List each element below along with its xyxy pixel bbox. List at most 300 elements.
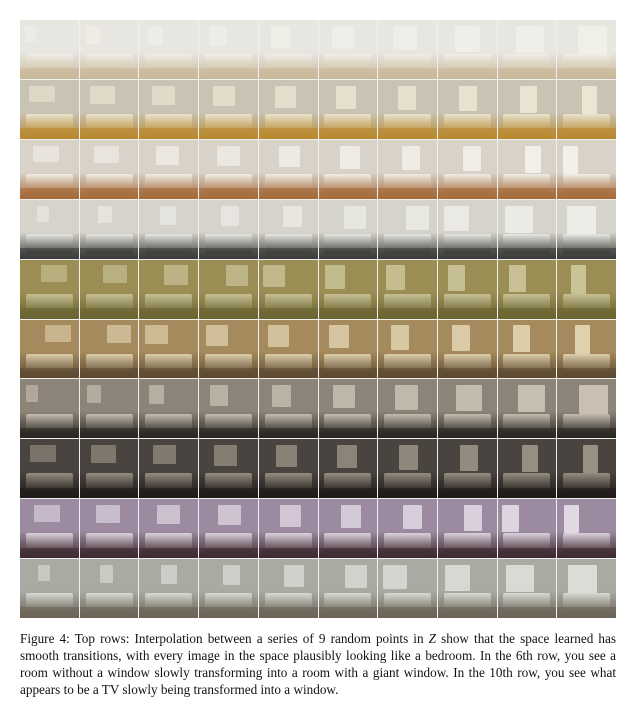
floor-shape: [498, 128, 557, 139]
floor-shape: [438, 428, 497, 439]
grid-image: [557, 200, 616, 259]
grid-image: [498, 499, 557, 558]
floor-shape: [557, 368, 616, 379]
window-shape: [516, 26, 543, 53]
window-shape: [87, 385, 101, 403]
window-shape: [226, 265, 248, 285]
floor-shape: [438, 548, 497, 559]
floor-shape: [199, 248, 258, 259]
window-shape: [578, 26, 607, 54]
floor-shape: [139, 428, 198, 439]
window-shape: [275, 86, 296, 108]
window-shape: [403, 505, 422, 529]
floor-shape: [259, 248, 318, 259]
floor-shape: [199, 607, 258, 618]
window-shape: [276, 445, 297, 467]
floor-shape: [20, 488, 79, 499]
interpolation-image-grid: [20, 20, 616, 618]
floor-shape: [139, 488, 198, 499]
floor-shape: [557, 188, 616, 199]
grid-image: [498, 80, 557, 139]
grid-image: [319, 200, 378, 259]
grid-image: [259, 320, 318, 379]
floor-shape: [557, 248, 616, 259]
window-shape: [383, 565, 406, 589]
floor-shape: [80, 188, 139, 199]
grid-image: [80, 559, 139, 618]
floor-shape: [319, 548, 378, 559]
floor-shape: [378, 548, 437, 559]
floor-shape: [139, 128, 198, 139]
grid-image: [20, 140, 79, 199]
window-shape: [279, 146, 300, 168]
floor-shape: [259, 128, 318, 139]
floor-shape: [378, 188, 437, 199]
grid-image: [139, 379, 198, 438]
grid-image: [378, 140, 437, 199]
window-shape: [522, 445, 538, 472]
floor-shape: [199, 548, 258, 559]
grid-image: [259, 559, 318, 618]
window-shape: [268, 325, 289, 347]
grid-image: [199, 80, 258, 139]
floor-shape: [80, 548, 139, 559]
grid-image: [438, 439, 497, 498]
grid-image: [80, 80, 139, 139]
window-shape: [337, 445, 357, 468]
window-shape: [393, 26, 416, 50]
window-shape: [568, 565, 597, 593]
grid-image: [498, 260, 557, 319]
grid-image: [557, 379, 616, 438]
floor-shape: [557, 488, 616, 499]
window-shape: [563, 146, 578, 174]
floor-shape: [139, 308, 198, 319]
floor-shape: [20, 188, 79, 199]
grid-image: [319, 320, 378, 379]
window-shape: [582, 86, 597, 114]
window-shape: [223, 565, 241, 585]
floor-shape: [20, 248, 79, 259]
window-shape: [564, 505, 579, 533]
window-shape: [41, 265, 67, 281]
grid-image: [378, 260, 437, 319]
grid-image: [80, 379, 139, 438]
window-shape: [445, 565, 470, 591]
floor-shape: [438, 308, 497, 319]
grid-image: [557, 559, 616, 618]
floor-shape: [139, 68, 198, 79]
grid-image: [139, 20, 198, 79]
window-shape: [157, 505, 180, 524]
window-shape: [406, 206, 429, 230]
floor-shape: [378, 128, 437, 139]
floor-shape: [319, 368, 378, 379]
window-shape: [386, 265, 405, 289]
window-shape: [448, 265, 466, 291]
window-shape: [391, 325, 410, 349]
floor-shape: [557, 308, 616, 319]
grid-image: [319, 260, 378, 319]
floor-shape: [378, 488, 437, 499]
grid-image: [498, 320, 557, 379]
floor-shape: [438, 248, 497, 259]
window-shape: [460, 445, 478, 471]
window-shape: [103, 265, 128, 283]
floor-shape: [557, 128, 616, 139]
window-shape: [33, 146, 59, 162]
grid-image: [80, 439, 139, 498]
grid-image: [557, 140, 616, 199]
grid-image: [557, 499, 616, 558]
window-shape: [332, 26, 354, 49]
grid-image: [139, 200, 198, 259]
window-shape: [502, 505, 518, 532]
window-shape: [91, 445, 116, 463]
window-shape: [38, 565, 50, 581]
floor-shape: [557, 548, 616, 559]
window-shape: [209, 26, 227, 46]
grid-image: [20, 379, 79, 438]
floor-shape: [139, 188, 198, 199]
grid-image: [139, 499, 198, 558]
caption-text-part1: Top rows: Interpolation between a series of 9 random points in: [74, 631, 429, 646]
window-shape: [341, 505, 361, 528]
grid-image: [319, 559, 378, 618]
floor-shape: [80, 128, 139, 139]
window-shape: [567, 206, 596, 234]
window-shape: [336, 86, 356, 109]
grid-image: [557, 439, 616, 498]
floor-shape: [139, 607, 198, 618]
window-shape: [325, 265, 345, 288]
window-shape: [37, 206, 49, 222]
window-shape: [45, 325, 71, 341]
window-shape: [153, 445, 176, 464]
window-shape: [213, 86, 235, 106]
grid-image: [319, 20, 378, 79]
grid-image: [438, 80, 497, 139]
caption-z-symbol: Z: [428, 631, 436, 646]
window-shape: [455, 26, 480, 52]
floor-shape: [438, 607, 497, 618]
window-shape: [463, 146, 481, 172]
grid-image: [378, 559, 437, 618]
window-shape: [221, 206, 239, 226]
window-shape: [520, 86, 536, 113]
window-shape: [107, 325, 132, 343]
window-shape: [210, 385, 228, 405]
window-shape: [280, 505, 301, 527]
grid-image: [20, 499, 79, 558]
grid-image: [438, 559, 497, 618]
grid-image: [20, 559, 79, 618]
floor-shape: [199, 428, 258, 439]
floor-shape: [20, 607, 79, 618]
window-shape: [452, 325, 470, 351]
window-shape: [100, 565, 114, 583]
grid-image: [378, 499, 437, 558]
grid-image: [199, 260, 258, 319]
floor-shape: [498, 368, 557, 379]
grid-image: [319, 80, 378, 139]
grid-image: [557, 80, 616, 139]
window-shape: [206, 325, 228, 345]
grid-image: [498, 559, 557, 618]
floor-shape: [319, 68, 378, 79]
window-shape: [149, 385, 165, 404]
grid-image: [557, 20, 616, 79]
window-shape: [456, 385, 481, 411]
floor-shape: [378, 248, 437, 259]
grid-image: [259, 379, 318, 438]
grid-image: [199, 559, 258, 618]
floor-shape: [498, 308, 557, 319]
floor-shape: [378, 368, 437, 379]
grid-image: [20, 320, 79, 379]
floor-shape: [20, 308, 79, 319]
grid-image: [438, 260, 497, 319]
grid-image: [199, 200, 258, 259]
floor-shape: [80, 308, 139, 319]
floor-shape: [498, 248, 557, 259]
floor-shape: [557, 428, 616, 439]
floor-shape: [438, 368, 497, 379]
window-shape: [161, 565, 177, 584]
window-shape: [217, 146, 239, 166]
grid-image: [259, 200, 318, 259]
grid-image: [199, 439, 258, 498]
window-shape: [513, 325, 529, 352]
window-shape: [94, 146, 119, 164]
window-shape: [90, 86, 115, 104]
floor-shape: [199, 68, 258, 79]
floor-shape: [259, 548, 318, 559]
window-shape: [34, 505, 60, 521]
grid-image: [139, 439, 198, 498]
floor-shape: [438, 68, 497, 79]
floor-shape: [199, 128, 258, 139]
grid-image: [139, 80, 198, 139]
grid-image: [80, 200, 139, 259]
grid-image: [498, 439, 557, 498]
floor-shape: [438, 488, 497, 499]
grid-image: [438, 140, 497, 199]
grid-image: [199, 379, 258, 438]
window-shape: [26, 385, 38, 401]
grid-image: [80, 140, 139, 199]
floor-shape: [259, 488, 318, 499]
grid-image: [438, 379, 497, 438]
window-shape: [518, 385, 545, 412]
grid-image: [259, 80, 318, 139]
window-shape: [284, 565, 304, 587]
grid-image: [319, 439, 378, 498]
floor-shape: [438, 128, 497, 139]
window-shape: [160, 206, 176, 225]
floor-shape: [80, 488, 139, 499]
grid-image: [319, 379, 378, 438]
floor-shape: [259, 428, 318, 439]
window-shape: [345, 565, 367, 588]
grid-image: [378, 200, 437, 259]
window-shape: [148, 26, 164, 45]
floor-shape: [80, 368, 139, 379]
grid-image: [80, 260, 139, 319]
window-shape: [575, 325, 590, 353]
floor-shape: [259, 368, 318, 379]
grid-image: [20, 439, 79, 498]
window-shape: [164, 265, 187, 284]
window-shape: [395, 385, 418, 409]
floor-shape: [20, 548, 79, 559]
floor-shape: [20, 128, 79, 139]
grid-image: [378, 20, 437, 79]
floor-shape: [498, 68, 557, 79]
floor-shape: [139, 368, 198, 379]
grid-image: [80, 320, 139, 379]
window-shape: [583, 445, 598, 473]
window-shape: [25, 26, 37, 42]
window-shape: [399, 445, 418, 469]
window-shape: [505, 206, 532, 233]
window-shape: [152, 86, 175, 105]
window-shape: [509, 265, 525, 292]
grid-image: [199, 320, 258, 379]
grid-image: [20, 20, 79, 79]
floor-shape: [80, 607, 139, 618]
grid-image: [259, 439, 318, 498]
floor-shape: [259, 68, 318, 79]
floor-shape: [259, 308, 318, 319]
window-shape: [214, 445, 236, 465]
window-shape: [398, 86, 417, 110]
grid-image: [199, 20, 258, 79]
grid-image: [20, 260, 79, 319]
grid-image: [438, 20, 497, 79]
grid-image: [20, 200, 79, 259]
figure-caption: [20, 630, 616, 698]
grid-image: [139, 320, 198, 379]
grid-image: [319, 140, 378, 199]
window-shape: [459, 86, 477, 112]
window-shape: [402, 146, 421, 170]
floor-shape: [319, 488, 378, 499]
floor-shape: [498, 428, 557, 439]
grid-image: [259, 20, 318, 79]
grid-image: [498, 379, 557, 438]
floor-shape: [199, 188, 258, 199]
floor-shape: [498, 548, 557, 559]
grid-image: [139, 559, 198, 618]
window-shape: [283, 206, 303, 228]
floor-shape: [378, 308, 437, 319]
grid-image: [259, 499, 318, 558]
window-shape: [506, 565, 533, 592]
grid-image: [378, 439, 437, 498]
floor-shape: [20, 368, 79, 379]
floor-shape: [498, 488, 557, 499]
window-shape: [86, 26, 100, 44]
grid-image: [498, 200, 557, 259]
grid-image: [259, 260, 318, 319]
window-shape: [263, 265, 284, 287]
grid-image: [80, 499, 139, 558]
grid-image: [378, 320, 437, 379]
floor-shape: [199, 368, 258, 379]
floor-shape: [498, 188, 557, 199]
window-shape: [145, 325, 168, 344]
floor-shape: [259, 188, 318, 199]
grid-image: [557, 320, 616, 379]
floor-shape: [259, 607, 318, 618]
floor-shape: [199, 308, 258, 319]
floor-shape: [80, 248, 139, 259]
grid-image: [438, 200, 497, 259]
window-shape: [218, 505, 240, 525]
grid-image: [557, 260, 616, 319]
floor-shape: [378, 607, 437, 618]
floor-shape: [20, 68, 79, 79]
window-shape: [30, 445, 56, 461]
floor-shape: [557, 607, 616, 618]
grid-image: [259, 140, 318, 199]
grid-image: [498, 20, 557, 79]
window-shape: [271, 26, 291, 48]
window-shape: [579, 385, 608, 413]
floor-shape: [319, 128, 378, 139]
window-shape: [156, 146, 179, 165]
window-shape: [444, 206, 469, 232]
floor-shape: [319, 248, 378, 259]
window-shape: [329, 325, 349, 348]
floor-shape: [319, 607, 378, 618]
floor-shape: [378, 68, 437, 79]
floor-shape: [80, 428, 139, 439]
window-shape: [96, 505, 121, 523]
grid-image: [80, 20, 139, 79]
floor-shape: [438, 188, 497, 199]
grid-image: [498, 140, 557, 199]
floor-shape: [498, 607, 557, 618]
floor-shape: [199, 488, 258, 499]
grid-image: [139, 140, 198, 199]
floor-shape: [20, 428, 79, 439]
window-shape: [344, 206, 366, 229]
window-shape: [525, 146, 541, 173]
grid-image: [438, 499, 497, 558]
window-shape: [571, 265, 586, 293]
grid-image: [319, 499, 378, 558]
window-shape: [29, 86, 55, 102]
grid-image: [438, 320, 497, 379]
window-shape: [272, 385, 292, 407]
window-shape: [98, 206, 112, 224]
grid-image: [378, 80, 437, 139]
grid-image: [20, 80, 79, 139]
floor-shape: [80, 68, 139, 79]
floor-shape: [319, 188, 378, 199]
grid-image: [199, 140, 258, 199]
caption-text-part2: show that the space learned has smooth transitions, with every image in the space plausibly looking like a bedroom. In the 6th row, you see a room without a window slowly transforming into a room with a giant window. In the 10th row, you see what appears to be a TV slowly being transformed into a window.: [20, 631, 616, 697]
figure-label: Figure 4:: [20, 631, 70, 646]
floor-shape: [319, 428, 378, 439]
grid-image: [378, 379, 437, 438]
floor-shape: [378, 428, 437, 439]
window-shape: [464, 505, 482, 531]
floor-shape: [139, 248, 198, 259]
floor-shape: [139, 548, 198, 559]
